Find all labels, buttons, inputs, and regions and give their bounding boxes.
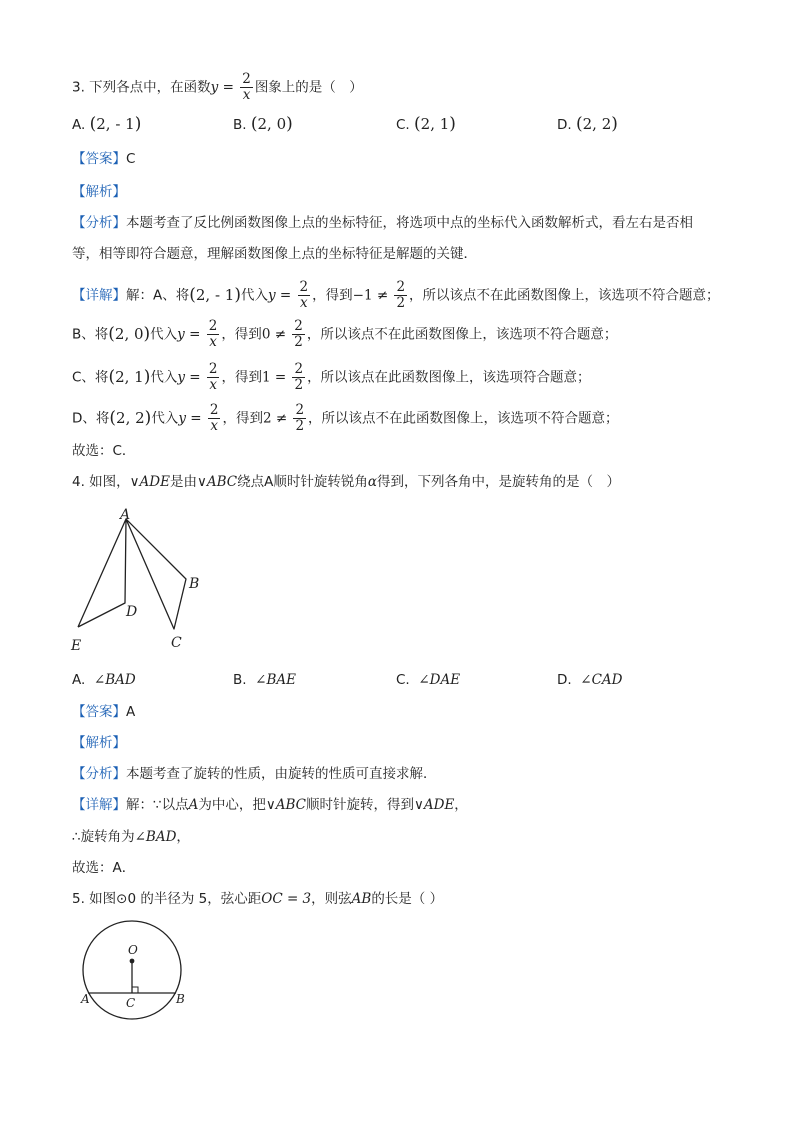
q5-stem: 5. 如图⊙0 的半径为 5，弦心距OC = 3，则弦AB的长是（ ） [72,891,444,907]
q3-option-d: D. (2, 2) [557,114,618,134]
q3-conclusion: 故选：C． [72,443,136,459]
q3-option-c: C. (2, 1) [396,114,456,134]
q3-detail-c: C、将(2, 1)代入y = $\frac{2}{x}$ ，得到1 = $\frac{2}{2}$ ，所以该点在此函数图像上，该选项符合题意； [72,361,591,393]
label-a: A [120,507,131,523]
label-o: O [128,943,138,957]
triangle-ade [78,519,126,627]
right-angle-mark [132,987,138,993]
label-c: C [171,635,182,651]
q4-conclusion: 故选：A． [72,860,136,876]
q3-jiexi: 【解析】 [72,184,126,200]
q3-detail-a: 【详解】解：A、将(2, - 1)代入y = $\frac{2}{x}$ ，得到−1 ≠ $\frac{2}{2}$ ，所以该点不在此函数图像上，该选项不符合题意； [72,279,720,311]
label-a: A [81,992,90,1006]
q4-therefore: ∴旋转角为∠BAD， [72,829,190,845]
q4-option-b: B. ∠BAE [233,672,296,688]
q4-option-c: C. ∠DAE [396,672,461,688]
q4-option-a: A. ∠BAD [72,672,136,688]
q5-circle-figure [78,915,198,1030]
label-d: D [126,604,138,620]
q4-stem: 4. 如图，∨ADE是由∨ABC绕点A顺时针旋转锐角α得到，下列各角中，是旋转角的是（ ） [72,474,620,490]
q3-detail-b: B、将(2, 0)代入y = $\frac{2}{x}$ ，得到0 ≠ $\frac{2}{2}$ ，所以该点不在此函数图像上，该选项不符合题意； [72,318,618,350]
label-b: B [176,992,185,1006]
q4-answer: 【答案】A [72,704,136,720]
q4-rotation-figure [60,505,220,655]
label-e: E [71,638,82,654]
q3-fraction: $\frac{2}{x}$ [242,71,251,103]
label-c: C [126,996,136,1010]
q3-option-a: A. (2, - 1) [72,114,142,134]
q3-analysis-line1: 【分析】本题考查了反比例函数图像上点的坐标特征，将选项中点的坐标代入函数解析式，看左右是否相 [72,215,693,231]
q4-jiexi: 【解析】 [72,735,126,751]
q4-detail: 【详解】解：∵以点A为中心，把∨ABC顺时针旋转，得到∨ADE， [72,797,468,813]
q3-answer: 【答案】C [72,151,136,167]
point-o [130,959,135,964]
q3-detail-d: D、将(2, 2)代入y = $\frac{2}{x}$ ，得到2 ≠ $\frac{2}{2}$ ，所以该点不在此函数图像上，该选项不符合题意； [72,402,619,434]
label-b: B [189,576,200,592]
q3-analysis-line2: 等，相等即符合题意，理解函数图像上点的坐标特征是解题的关键． [72,246,477,262]
q4-option-d: D. ∠CAD [557,672,623,688]
q3-option-b: B. (2, 0) [233,114,293,134]
q3-stem: 3. 下列各点中，在函数y = $\frac{2}{x}$ 图象上的是（ ） [72,71,363,103]
q4-analysis: 【分析】本题考查了旋转的性质，由旋转的性质可直接求解． [72,766,437,782]
